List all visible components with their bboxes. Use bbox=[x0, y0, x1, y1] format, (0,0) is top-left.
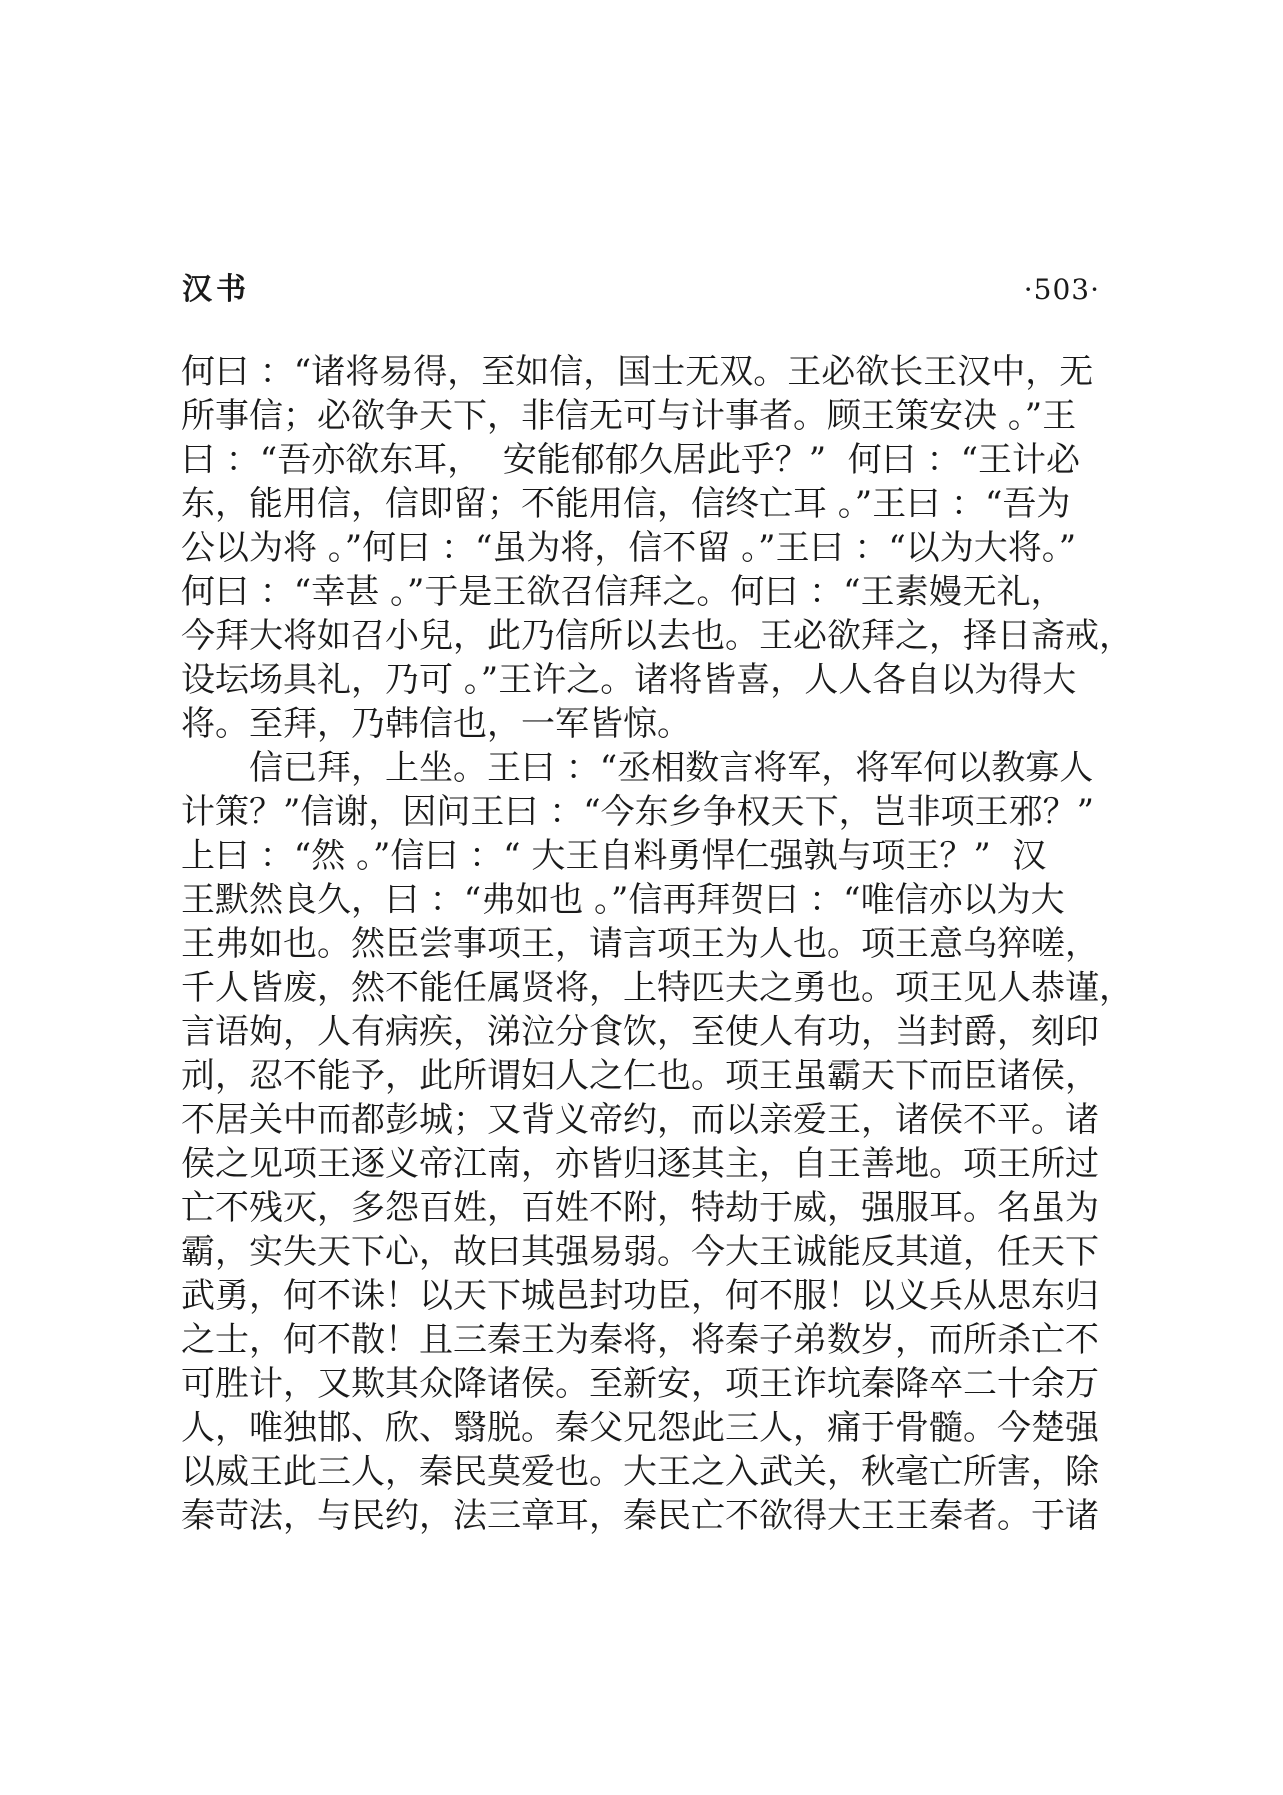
text-line: 公以为将 。”何曰 ：“虽为将，信不留 。”王曰 ：“以为大将。” bbox=[181, 528, 1077, 568]
book-title: 汉书 bbox=[182, 272, 250, 307]
page-number: ·503· bbox=[1023, 273, 1100, 306]
text-line: 武勇，何不诛！以天下城邑封功臣，何不服！以义兵从思东归 bbox=[181, 1276, 1099, 1316]
text-line: 以威王此三人，秦民莫爱也。大王之入武关，秋毫亡所害，除 bbox=[181, 1452, 1099, 1492]
text-line: 曰 ：“吾亦欲东耳， 安能郁郁久居此乎？” 何曰 ：“王计必 bbox=[181, 440, 1080, 480]
text-line: 之士，何不散！且三秦王为秦将，将秦子弟数岁，而所杀亡不 bbox=[181, 1320, 1099, 1360]
text-body bbox=[181, 350, 1133, 1538]
text-line: 王默然良久，曰 ：“弗如也 。”信再拜贺曰 ：“唯信亦以为大 bbox=[181, 880, 1065, 920]
text-line: 信已拜，上坐。王曰 ：“丞相数言将军，将军何以教寡人 bbox=[181, 748, 1094, 788]
text-line: 将。至拜，乃韩信也，一军皆惊。 bbox=[181, 704, 691, 744]
text-line: 侯之见项王逐义帝江南，亦皆归逐其主，自王善地。项王所过 bbox=[181, 1144, 1099, 1184]
text-line: 不居关中而都彭城；又背义帝约，而以亲爱王，诸侯不平。诸 bbox=[181, 1100, 1099, 1140]
text-line: 王弗如也。然臣尝事项王，请言项王为人也。项王意乌猝嗟， bbox=[181, 924, 1099, 964]
text-line: 所事信；必欲争天下，非信无可与计事者。顾王策安决 。”王 bbox=[181, 396, 1077, 436]
text-line: 计策？”信谢，因问王曰 ：“今东乡争权天下，岂非项王邪？” bbox=[181, 792, 1094, 832]
text-line: 亡不残灭，多怨百姓，百姓不附，特劫于威，强服耳。名虽为 bbox=[181, 1188, 1099, 1228]
text-line: 可胜计，又欺其众降诸侯。至新安，项王诈坑秦降卒二十余万 bbox=[181, 1364, 1099, 1404]
text-line: 何曰 ：“幸甚 。”于是王欲召信拜之。何曰 ：“王素嫚无礼， bbox=[181, 572, 1065, 612]
page-header bbox=[182, 268, 1100, 312]
text-line: 千人皆废，然不能任属贤将，上特匹夫之勇也。项王见人恭谨， bbox=[181, 968, 1133, 1008]
text-line: 设坛场具礼，乃可 。”王许之。诸将皆喜，人人各自以为得大 bbox=[181, 660, 1077, 700]
text-line: 今拜大将如召小兒，此乃信所以去也。王必欲拜之，择日斋戒， bbox=[181, 616, 1133, 656]
text-line: 何曰 ：“诸将易得，至如信，国士无双。王必欲长王汉中，无 bbox=[181, 352, 1094, 392]
text-line: 上曰 ：“然 。”信曰 ：“ 大王自料勇悍仁强孰与项王？” 汉 bbox=[181, 836, 1047, 876]
text-line: 东，能用信，信即留；不能用信，信终亡耳 。”王曰 ：“吾为 bbox=[181, 484, 1071, 524]
text-line: 霸，实失天下心，故曰其强易弱。今大王诚能反其道，任天下 bbox=[181, 1232, 1099, 1272]
text-line: 刓，忍不能予，此所谓妇人之仁也。项王虽霸天下而臣诸侯， bbox=[181, 1056, 1099, 1096]
text-line: 人，唯独邯、欣、翳脱。秦父兄怨此三人，痛于骨髓。今楚强 bbox=[181, 1408, 1099, 1448]
text-line: 言语姁，人有病疾，涕泣分食饮，至使人有功，当封爵，刻印 bbox=[181, 1012, 1099, 1052]
text-line: 秦苛法，与民约，法三章耳，秦民亡不欲得大王王秦者。于诸 bbox=[181, 1496, 1099, 1536]
